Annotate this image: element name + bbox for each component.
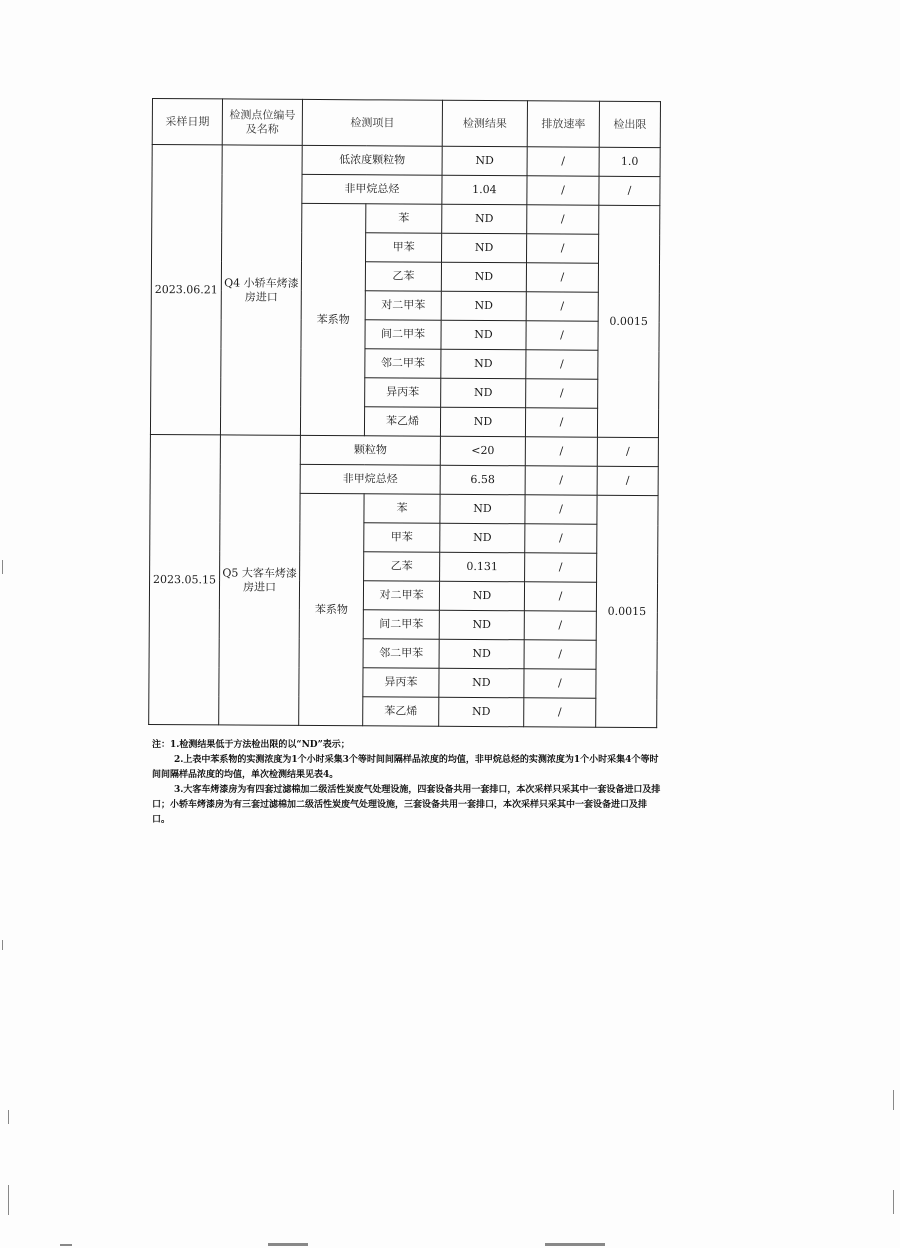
sub-item-cell: 异丙苯 (365, 378, 441, 407)
result-cell: ND (442, 146, 527, 176)
item-cell: 非甲烷总烃 (300, 464, 440, 494)
sub-item-cell: 甲苯 (366, 233, 442, 262)
note-1: 注：1.检测结果低于方法检出限的以“ND”表示； (152, 740, 350, 750)
sub-item-cell: 对二甲苯 (365, 291, 441, 320)
result-cell: ND (440, 523, 525, 553)
rate-cell: / (526, 263, 598, 292)
point-cell: Q5 大客车烤漆房进口 (219, 435, 301, 725)
limit-cell: 1.0 (599, 147, 660, 176)
rate-cell: / (527, 205, 599, 234)
result-cell: 0.131 (440, 552, 525, 582)
rate-cell: / (526, 321, 598, 350)
rate-cell: / (524, 669, 596, 698)
rate-cell: / (526, 292, 598, 321)
result-cell: 1.04 (442, 175, 527, 205)
benzene-limit-cell: 0.0015 (596, 495, 658, 727)
sub-item-cell: 乙苯 (365, 262, 441, 291)
result-cell: ND (439, 581, 524, 611)
result-cell: ND (439, 668, 524, 698)
result-cell: ND (440, 407, 525, 437)
scan-edge-mark (545, 1243, 605, 1246)
scan-edge-mark (8, 1110, 9, 1124)
scan-edge-mark (2, 560, 3, 574)
rate-cell: / (525, 466, 597, 495)
rate-cell: / (527, 147, 599, 176)
sample-date-cell: 2023.05.15 (149, 434, 221, 724)
result-cell: ND (441, 349, 526, 379)
sub-item-cell: 间二甲苯 (363, 610, 439, 639)
sub-item-cell: 异丙苯 (363, 668, 439, 697)
table-header-row (152, 99, 660, 148)
sub-item-cell: 苯 (366, 204, 442, 233)
header-rate: 排放速率 (527, 101, 599, 147)
rate-cell: / (525, 495, 597, 524)
benzene-series-label: 苯系物 (299, 493, 364, 725)
rate-cell: / (526, 379, 598, 408)
scan-edge-mark (893, 1090, 894, 1110)
sub-item-cell: 苯乙烯 (363, 697, 439, 726)
item-cell: 颗粒物 (300, 435, 440, 465)
sub-item-cell: 苯 (364, 494, 440, 523)
sub-item-cell: 甲苯 (364, 523, 440, 552)
sub-item-cell: 苯乙烯 (364, 407, 440, 436)
header-limit: 检出限 (599, 101, 660, 147)
rate-cell: / (526, 350, 598, 379)
item-cell: 低浓度颗粒物 (302, 145, 442, 175)
note-3: 3.大客车烤漆房为有四套过滤棉加二级活性炭废气处理设施，四套设备共用一套排口，本次采样只采其中一套设备进口及排口；小轿车烤漆房为有三套过滤棉加二级活性炭废气处理设施，三套设备共用一套排口，本次采样只采其中一套设备进口及排口。 (152, 785, 661, 825)
point-cell: Q4 小轿车烤漆房进口 (220, 145, 302, 435)
sub-item-cell: 乙苯 (364, 552, 440, 581)
rate-cell: / (524, 611, 596, 640)
scan-edge-mark (268, 1243, 308, 1246)
note-2: 2.上表中苯系物的实测浓度为1个小时采集3个等时间间隔样品浓度的均值，非甲烷总烃的实测浓度为1个小时采集4个等时间间隔样品浓度的均值，单次检测结果见表4。 (152, 755, 659, 780)
sub-item-cell: 间二甲苯 (365, 320, 441, 349)
result-cell: ND (441, 378, 526, 408)
table-notes (152, 738, 662, 828)
scan-edge-mark (893, 1190, 894, 1214)
rate-cell: / (525, 553, 597, 582)
rate-cell: / (525, 408, 597, 437)
result-cell: 6.58 (440, 465, 525, 495)
result-cell: ND (441, 291, 526, 321)
scan-edge-mark (2, 940, 3, 950)
rate-cell: / (524, 582, 596, 611)
rate-cell: / (525, 524, 597, 553)
header-point: 检测点位编号及名称 (222, 99, 302, 145)
rate-cell: / (524, 640, 596, 669)
result-cell: ND (440, 494, 525, 524)
rate-cell: / (527, 176, 599, 205)
limit-cell: / (597, 466, 658, 495)
benzene-limit-cell: 0.0015 (597, 205, 659, 437)
result-cell: ND (442, 204, 527, 234)
table-row (152, 145, 660, 177)
result-cell: ND (439, 697, 524, 727)
result-cell: ND (441, 320, 526, 350)
sub-item-cell: 邻二甲苯 (363, 639, 439, 668)
limit-cell: / (597, 437, 658, 466)
item-cell: 非甲烷总烃 (302, 174, 442, 204)
benzene-series-label: 苯系物 (300, 203, 365, 435)
result-cell: ND (442, 233, 527, 263)
sub-item-cell: 邻二甲苯 (365, 349, 441, 378)
header-sample-date: 采样日期 (152, 99, 222, 145)
rate-cell: / (525, 437, 597, 466)
scan-edge-mark (8, 1185, 9, 1215)
rate-cell: / (527, 234, 599, 263)
rate-cell: / (524, 698, 596, 727)
result-cell: ND (439, 639, 524, 669)
sub-item-cell: 对二甲苯 (363, 581, 439, 610)
scan-edge-mark (60, 1244, 72, 1246)
table-row (150, 434, 658, 466)
result-cell: <20 (440, 436, 525, 466)
result-cell: ND (441, 262, 526, 292)
limit-cell: / (599, 176, 660, 205)
detection-results-table (148, 98, 661, 728)
header-result: 检测结果 (442, 100, 527, 147)
result-cell: ND (439, 610, 524, 640)
header-item: 检测项目 (302, 99, 442, 146)
sample-date-cell: 2023.06.21 (150, 145, 222, 435)
